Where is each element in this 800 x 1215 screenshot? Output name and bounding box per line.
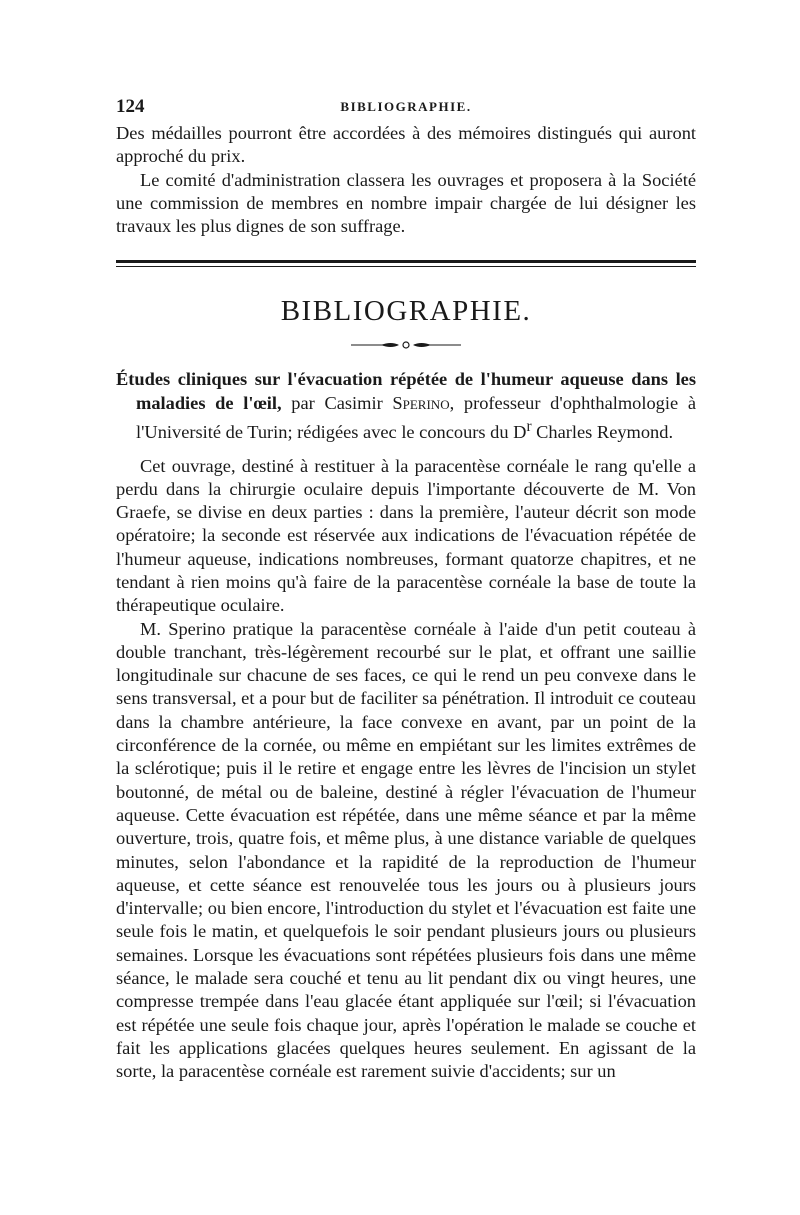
ornament-divider	[351, 340, 461, 350]
body-paragraph-1: Cet ouvrage, destiné à restituer à la paracentèse cornéale le rang qu'elle a perdu dans la chirurgie oculaire depuis l'importante découverte de M. Von Graefe, se divise en deux parties : dans la première, l'auteur décrit son mode opératoire; la seconde est réservée aux indications de l'évacuation répétée de l'humeur aqueuse, indications nombreuses, formant quatorze chapitres, et ne tendant à rien moins qu'à faire de la paracentèse cornéale la base de toute la thérapeutique oculaire.	[116, 455, 696, 616]
intro-paragraph-1: Des médailles pourront être accordées à des mémoires distingués qui auront approché du prix.	[116, 123, 696, 167]
entry-author: Sperino	[392, 392, 450, 413]
double-rule	[116, 260, 696, 267]
running-title: BIBLIOGRAPHIE.	[340, 99, 472, 114]
entry-by: par Casimir	[281, 392, 393, 413]
rule-thick	[116, 260, 696, 263]
entry-title: Études cliniques sur l'évacuation répétée de l'humeur aqueuse dans les maladies de l'œil,	[116, 369, 696, 413]
body-paragraph-2: M. Sperino pratique la paracentèse cornéale à l'aide d'un petit couteau à double tranchant, très-légèrement recourbé sur le plat, et offrant une saillie longitudinale sur chacune de ses faces, ce qui le rend un peu convexe dans le sens transversal, et a pour but de faciliter sa pénétration. Il introduit ce couteau dans la chambre antérieure, la face convexe en avant, par un point de la circonférence de la cornée, ou même en empiétant sur les limites extrêmes de la sclérotique; puis il le retire et engage entre les lèvres de l'incision un stylet boutonné, de métal ou de baleine, destiné à régler l'évacuation de l'humeur aqueuse. Cette évacuation est répétée, dans une même séance et par la même ouverture, trois, quatre fois, et même plus, à une distance variable de quelques minutes, selon l'abondance et la rapidité de la reproduction de l'humeur aqueuse, et cette séance est renouvelée tous les jours ou à plusieurs jours d'intervalle; ou bien encore, l'introduction du stylet et l'évacuation est faite une seule fois le matin, et quelquefois le soir pendant plusieurs jours ou plusieurs semaines. Lorsque les évacuations sont répétées plusieurs fois dans une même séance, le malade sera couché et tenu au lit pendant dix ou vingt heures, une compresse trempée dans l'eau glacée étant appliquée sur l'œil; si l'évacuation est répétée une seule fois chaque jour, après l'opération le malade se couche et fait les applications glacées quelques heures seulement. En agissant de la sorte, la paracentèse cornéale est rarement suivie d'accidents; sur un	[116, 618, 696, 1082]
rule-thin	[116, 266, 696, 267]
running-head	[116, 96, 696, 120]
section-title: BIBLIOGRAPHIE.	[280, 295, 532, 328]
page-number: 124	[116, 96, 145, 117]
entry-sup: r	[526, 418, 532, 436]
entry-details-end: Charles Reymond.	[531, 422, 674, 443]
entry-details: , professeur d'ophthalmologie à l'Université de Turin; rédigées avec le concours du D	[136, 392, 696, 443]
book-page	[116, 96, 696, 1084]
bibliography-entry	[116, 368, 696, 444]
intro-paragraph-2: Le comité d'administration classera les ouvrages et proposera à la Société une commission de membres en nombre impair chargée de lui désigner les travaux les plus dignes de son suffrage.	[116, 169, 696, 237]
